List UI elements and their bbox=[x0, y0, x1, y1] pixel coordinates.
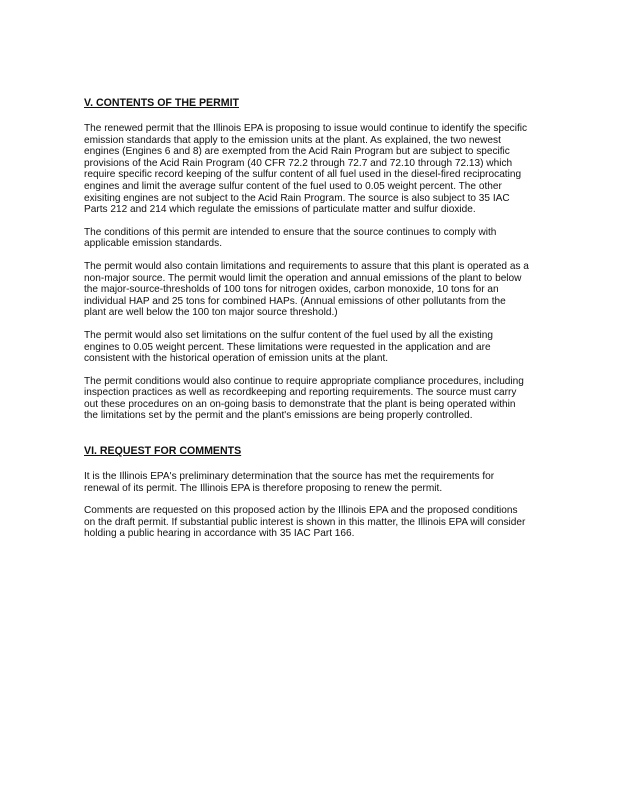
paragraph: The permit conditions would also continue to require appropriate compliance procedures, including inspection practices as well as recordkeeping and reporting requirements. The source must carry out these procedures on an on-going basis to demonstrate that the plant is being operated within the limitations set by the permit and the plant's emissions are being properly controlled. bbox=[84, 375, 524, 422]
section-heading: VI. REQUEST FOR COMMENTS bbox=[84, 445, 242, 458]
paragraph: The permit would also set limitations on the sulfur content of the fuel used by all the existing engines to 0.05 weight percent. These limitations were requested in the application and are consistent with the historical operation of emission units at the plant. bbox=[84, 329, 494, 365]
document-page bbox=[84, 97, 530, 551]
paragraph: The permit would also contain limitations and requirements to assure that this plant is operated as a non-major source. The permit would limit the operation and annual emissions of the plant to below the major-source-thresholds of 100 tons for nitrogen oxides, carbon monoxide, 10 tons for an individual HAP and 25 tons for combined HAPs. (Annual emissions of other pollutants from the plant are well below the 100 ton major source threshold.) bbox=[84, 260, 529, 319]
section-divider-space bbox=[84, 433, 530, 445]
section-request-for-comments bbox=[84, 445, 530, 540]
paragraph: The renewed permit that the Illinois EPA is proposing to issue would continue to identify the specific emission standards that apply to the emission units at the plant. As explained, the two newest engines (Engines 6 and 8) are exempted from the Acid Rain Program but are subject to specific provisions of the Acid Rain Program (40 CFR 72.2 through 72.7 and 72.10 through 72.13) which require specific record keeping of the sulfur content of all fuel used in the diesel-fired reciprocating engines and limit the average sulfur content of the fuel used to 0.05 weight percent. The other exisiting engines are not subject to the Acid Rain Program. The source is also subject to 35 IAC Parts 212 and 214 which regulate the emissions of particulate matter and sulfur dioxide. bbox=[84, 123, 528, 216]
paragraph: Comments are requested on this proposed action by the Illinois EPA and the proposed conditions on the draft permit. If substantial public interest is shown in this matter, the Illinois EPA will consider holding a public hearing in accordance with 35 IAC Part 166. bbox=[84, 505, 526, 540]
paragraph: The conditions of this permit are intended to ensure that the source continues to comply with applicable emission standards. bbox=[84, 226, 497, 250]
section-heading: V. CONTENTS OF THE PERMIT bbox=[84, 97, 239, 109]
paragraph: It is the Illinois EPA's preliminary determination that the source has met the requirements for renewal of its permit. The Illinois EPA is therefore proposing to renew the permit. bbox=[84, 471, 495, 494]
section-contents-of-permit bbox=[84, 97, 530, 422]
